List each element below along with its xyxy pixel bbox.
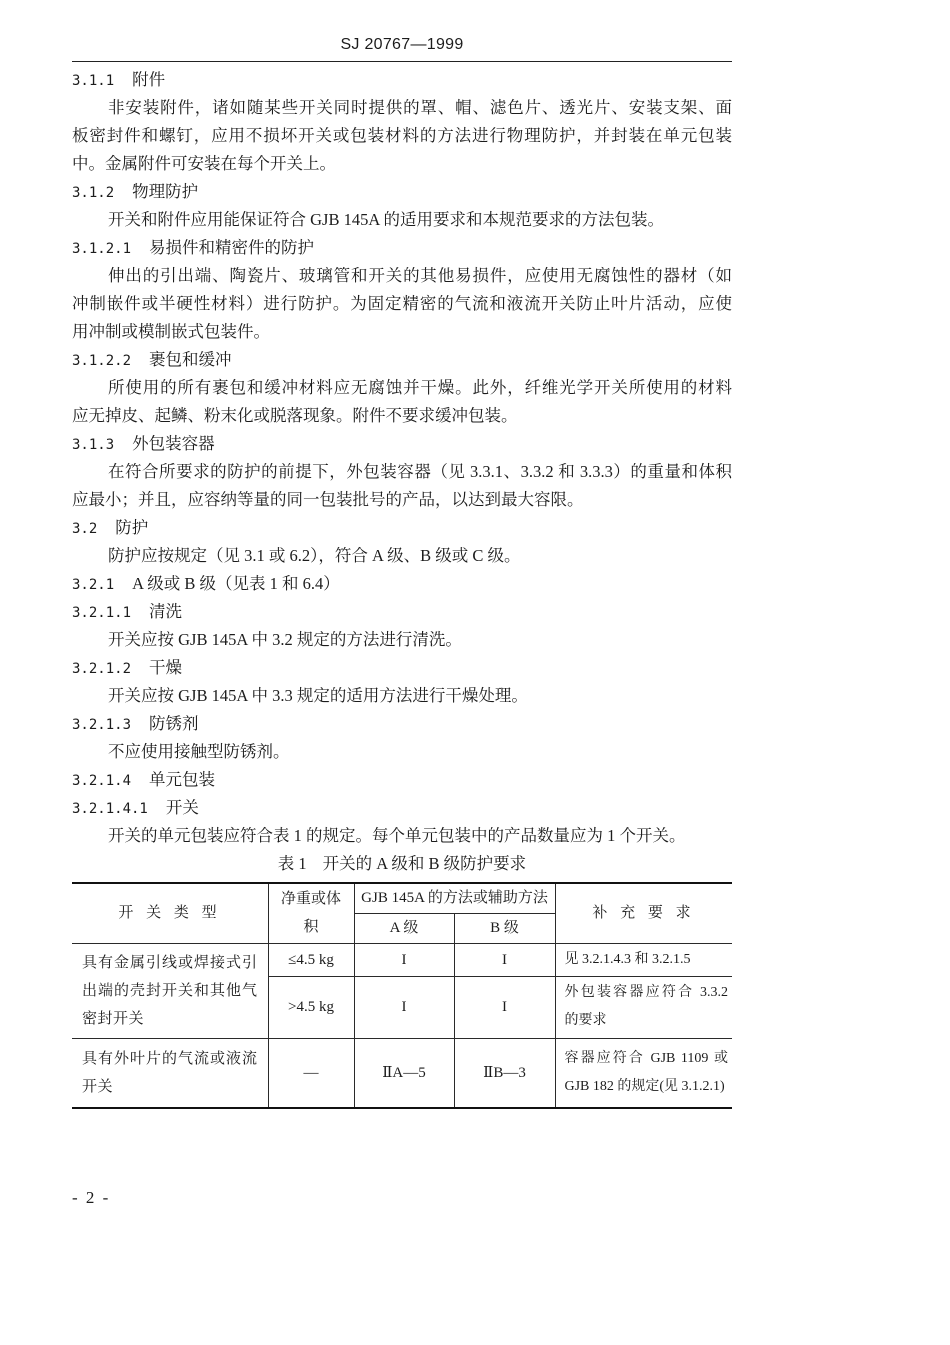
paragraph-line: 所使用的所有裹包和缓冲材料应无腐蚀并干燥。此外，纤维光学开关所使用的材料	[108, 378, 732, 397]
section-number: 3.1.2.2	[72, 353, 132, 369]
paragraph-line: 开关和附件应用能保证符合 GJB 145A 的适用要求和本规范要求的方法包装。	[108, 210, 664, 229]
paragraph-line: 非安装附件，诸如随某些开关同时提供的罩、帽、滤色片、透光片、安装支架、面	[108, 98, 732, 117]
document-body	[72, 66, 732, 1109]
section-title: 外包装容器	[132, 434, 215, 453]
section-number: 3.1.2.1	[72, 241, 132, 257]
paragraph-line: 板密封件和螺钉，应用不损坏开关或包装材料的方法进行物理防护，并封装在单元包装	[72, 126, 732, 145]
extra-requirement-cell	[555, 943, 732, 976]
paragraph-line: 不应使用接触型防锈剂。	[108, 742, 290, 761]
section-heading	[72, 710, 732, 738]
weight-cell: ≤4.5 kg	[268, 943, 354, 976]
header-weight-volume: 净重或体积	[268, 883, 354, 943]
section-heading	[72, 570, 732, 598]
paragraph-line: 防护应按规定（见 3.1 或 6.2），符合 A 级、B 级或 C 级。	[108, 546, 521, 565]
paragraph	[72, 542, 732, 570]
section-heading	[72, 766, 732, 794]
paragraph-line: 用冲制或模制嵌式包装件。	[72, 322, 270, 341]
cell-line: 容器应符合 GJB 1109 或	[564, 1050, 728, 1066]
section-title: 干燥	[149, 658, 183, 677]
header-grade-a: A 级	[354, 913, 454, 943]
cell-line: 出端的壳封开关和其他气	[82, 982, 258, 999]
section-title: 易损件和精密件的防护	[149, 238, 315, 257]
paragraph-line: 伸出的引出端、陶瓷片、玻璃管和开关的其他易损件，应使用无腐蚀性的器材（如	[108, 266, 732, 285]
table-header-row	[72, 883, 732, 913]
paragraph-line: 冲制嵌件或半硬性材料）进行防护。为固定精密的气流和液流开关防止叶片活动，应使	[72, 294, 732, 313]
table-title: 开关的 A 级和 B 级防护要求	[322, 854, 527, 873]
section-heading	[72, 66, 732, 94]
section-title: 单元包装	[149, 770, 216, 789]
section-title: 物理防护	[132, 182, 199, 201]
section-title: 开关	[165, 798, 199, 817]
cell-line: 具有外叶片的气流或液流	[82, 1050, 258, 1067]
switch-type-cell	[72, 943, 268, 1038]
section-title: 裹包和缓冲	[149, 350, 232, 369]
header-method: GJB 145A 的方法或辅助方法	[354, 883, 555, 913]
section-number: 3.2.1.4.1	[72, 801, 148, 817]
section-heading	[72, 794, 732, 822]
section-number: 3.2.1.3	[72, 717, 132, 733]
section-number: 3.2.1.4	[72, 773, 132, 789]
header-switch-type: 开 关 类 型	[72, 883, 268, 943]
cell-line: 见 3.2.1.4.3 和 3.2.1.5	[564, 951, 691, 967]
section-title: A 级或 B 级（见表 1 和 6.4）	[132, 574, 340, 593]
weight-cell: —	[268, 1038, 354, 1108]
section-heading	[72, 598, 732, 626]
document-number: SJ 20767—1999	[340, 36, 464, 53]
section-title: 防锈剂	[149, 714, 199, 733]
paragraph-line: 开关应按 GJB 145A 中 3.3 规定的适用方法进行干燥处理。	[108, 686, 528, 705]
extra-requirement-cell	[555, 1038, 732, 1108]
section-title: 清洗	[149, 602, 183, 621]
grade-a-cell: I	[354, 943, 454, 976]
section-heading	[72, 234, 732, 262]
grade-a-cell: ⅡA—5	[354, 1038, 454, 1108]
paragraph	[72, 94, 732, 178]
section-number: 3.2	[72, 521, 98, 537]
protection-requirements-table	[72, 882, 732, 1109]
paragraph-line: 应无掉皮、起鳞、粉末化或脱落现象。附件不要求缓冲包装。	[72, 406, 518, 425]
section-title: 附件	[132, 70, 166, 89]
header-extra-requirements: 补 充 要 求	[555, 883, 732, 943]
paragraph	[72, 682, 732, 710]
section-number: 3.2.1.1	[72, 605, 132, 621]
section-number: 3.2.1.2	[72, 661, 132, 677]
table-caption	[72, 850, 732, 878]
extra-requirement-cell	[555, 976, 732, 1038]
section-number: 3.1.1	[72, 73, 115, 89]
paragraph	[72, 738, 732, 766]
paragraph	[72, 458, 732, 514]
paragraph	[72, 374, 732, 430]
switch-type-cell	[72, 1038, 268, 1108]
cell-line: GJB 182 的规定(见 3.1.2.1)	[564, 1078, 725, 1094]
table-row	[72, 943, 732, 976]
header-grade-b: B 级	[454, 913, 555, 943]
grade-b-cell: I	[454, 943, 555, 976]
header-rule	[72, 61, 732, 62]
section-heading	[72, 514, 732, 542]
paragraph-line: 开关的单元包装应符合表 1 的规定。每个单元包装中的产品数量应为 1 个开关。	[108, 826, 686, 845]
paragraph-line: 中。金属附件可安装在每个开关上。	[72, 154, 336, 173]
cell-line: 开关	[82, 1078, 114, 1095]
grade-a-cell: I	[354, 976, 454, 1038]
section-heading	[72, 178, 732, 206]
table-row	[72, 1038, 732, 1108]
paragraph-line: 应最小；并且，应容纳等量的同一包装批号的产品，以达到最大容限。	[72, 490, 584, 509]
section-title: 防护	[115, 518, 149, 537]
table-label: 表 1	[277, 854, 307, 873]
cell-line: 的要求	[564, 1013, 607, 1028]
paragraph-line: 在符合所要求的防护的前提下，外包装容器（见 3.3.1、3.3.2 和 3.3.3）的重量和体积	[108, 462, 732, 481]
paragraph	[72, 822, 732, 850]
paragraph	[72, 206, 732, 234]
cell-line: 密封开关	[82, 1010, 145, 1027]
paragraph-line: 开关应按 GJB 145A 中 3.2 规定的方法进行清洗。	[108, 630, 462, 649]
grade-b-cell: ⅡB—3	[454, 1038, 555, 1108]
section-number: 3.1.2	[72, 185, 115, 201]
paragraph	[72, 262, 732, 346]
grade-b-cell: I	[454, 976, 555, 1038]
paragraph	[72, 626, 732, 654]
weight-cell: >4.5 kg	[268, 976, 354, 1038]
section-heading	[72, 430, 732, 458]
section-heading	[72, 346, 732, 374]
cell-line: 具有金属引线或焊接式引	[82, 954, 258, 971]
cell-line: 外包装容器应符合 3.3.2	[564, 985, 728, 1000]
section-heading	[72, 654, 732, 682]
page-number: - 2 -	[72, 1188, 109, 1207]
section-number: 3.2.1	[72, 577, 115, 593]
section-number: 3.1.3	[72, 437, 115, 453]
